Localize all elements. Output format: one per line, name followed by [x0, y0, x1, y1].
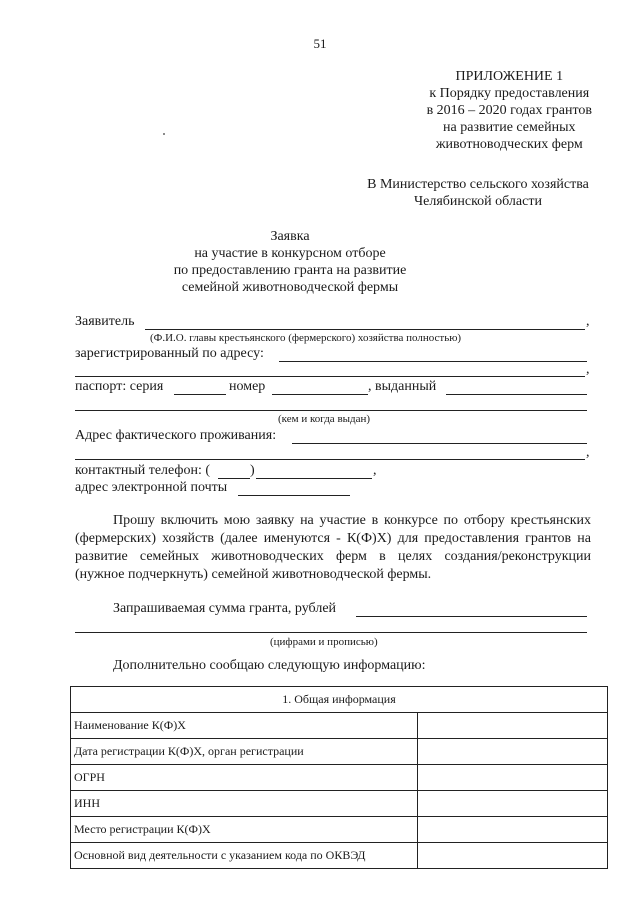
actual-address-field-line-2[interactable] — [75, 459, 585, 460]
applicant-label: Заявитель — [75, 314, 135, 329]
passport-series-field-line[interactable] — [174, 394, 226, 395]
comma: , — [373, 463, 377, 478]
table-row-value-cell[interactable] — [418, 765, 608, 791]
actual-address-field-line[interactable] — [292, 443, 587, 444]
registered-address-field-line[interactable] — [279, 361, 587, 362]
appendix-line: к Порядку предоставления — [429, 86, 590, 101]
table-header-row — [71, 687, 608, 713]
addressee-line: В Министерство сельского хозяйства — [367, 177, 589, 192]
appendix-line: в 2016 – 2020 годах грантов — [426, 103, 592, 118]
comma: , — [586, 362, 590, 377]
request-paragraph: Прошу включить мою заявку на участие в конкурсе по отбору крестьянских (фермерских) хозяйств (далее именуются - К(Ф)Х) для предоставления грантов на развитие семейных животноводческих ферм в целях создания/реконструкции (нужное подчеркнуть) семейной животноводческой фермы. — [75, 513, 591, 582]
appendix-line: животноводческих ферм — [435, 137, 583, 152]
passport-issued-field-line-2[interactable] — [75, 410, 587, 411]
table-row-label: Место регистрации К(Ф)Х — [71, 817, 418, 843]
general-info-table — [70, 686, 608, 869]
phone-paren: ) — [250, 463, 255, 478]
title-line: на участие в конкурсном отборе — [194, 246, 386, 261]
email-label: адрес электронной почты — [75, 480, 228, 495]
title-line: семейной животноводческой фермы — [181, 280, 399, 295]
table-row-value-cell[interactable] — [418, 843, 608, 869]
phone-code-field-line[interactable] — [218, 478, 250, 479]
grant-amount-label: Запрашиваемая сумма гранта, рублей — [113, 601, 337, 616]
comma: , — [586, 314, 590, 329]
title-line: Заявка — [270, 229, 310, 244]
table-section-title: 1. Общая информация — [71, 687, 608, 713]
grant-amount-field-line-2[interactable] — [75, 632, 587, 633]
actual-address-label: Адрес фактического проживания: — [75, 428, 277, 443]
comma: , — [586, 445, 590, 460]
phone-label: контактный телефон: ( — [75, 463, 211, 478]
table-row — [71, 817, 608, 843]
appendix-title: ПРИЛОЖЕНИЕ 1 — [455, 69, 564, 84]
document-title — [80, 228, 500, 296]
table-row-value-cell[interactable] — [418, 817, 608, 843]
passport-number-label: номер — [229, 379, 266, 394]
additional-info-label: Дополнительно сообщаю следующую информацию: — [113, 658, 426, 673]
addressee-block — [338, 176, 618, 210]
table-row-label: Наименование К(Ф)Х — [71, 713, 418, 739]
table-row — [71, 791, 608, 817]
passport-number-field-line[interactable] — [272, 394, 368, 395]
passport-series-label: паспорт: серия — [75, 379, 164, 394]
scan-speck-icon — [163, 133, 165, 135]
table-row-label: ОГРН — [71, 765, 418, 791]
table-row — [71, 739, 608, 765]
email-field-line[interactable] — [238, 495, 350, 496]
table-row-value-cell[interactable] — [418, 739, 608, 765]
passport-issued-label: , выданный — [368, 379, 437, 394]
table-row-value-cell[interactable] — [418, 791, 608, 817]
table-row — [71, 713, 608, 739]
page-number: 51 — [313, 36, 327, 51]
table-row-label: Дата регистрации К(Ф)Х, орган регистрации — [71, 739, 418, 765]
registered-address-field-line-2[interactable] — [75, 376, 585, 377]
amount-hint: (цифрами и прописью) — [270, 636, 378, 648]
issued-hint: (кем и когда выдан) — [278, 413, 371, 425]
appendix-block — [427, 68, 592, 153]
addressee-line: Челябинской области — [414, 194, 542, 209]
table-row-value-cell[interactable] — [418, 713, 608, 739]
appendix-line: на развитие семейных — [443, 120, 576, 135]
title-line: по предоставлению гранта на развитие — [173, 263, 407, 278]
grant-amount-field-line[interactable] — [356, 616, 587, 617]
applicant-field-line[interactable] — [145, 329, 585, 330]
table-row-label: ИНН — [71, 791, 418, 817]
phone-number-field-line[interactable] — [256, 478, 372, 479]
registered-address-label: зарегистрированный по адресу: — [75, 346, 264, 361]
table-row — [71, 843, 608, 869]
passport-issued-field-line[interactable] — [446, 394, 587, 395]
applicant-hint: (Ф.И.О. главы крестьянского (фермерского) хозяйства полностью) — [150, 332, 462, 344]
table-row-label: Основной вид деятельности с указанием кода по ОКВЭД — [71, 843, 418, 869]
table-row — [71, 765, 608, 791]
